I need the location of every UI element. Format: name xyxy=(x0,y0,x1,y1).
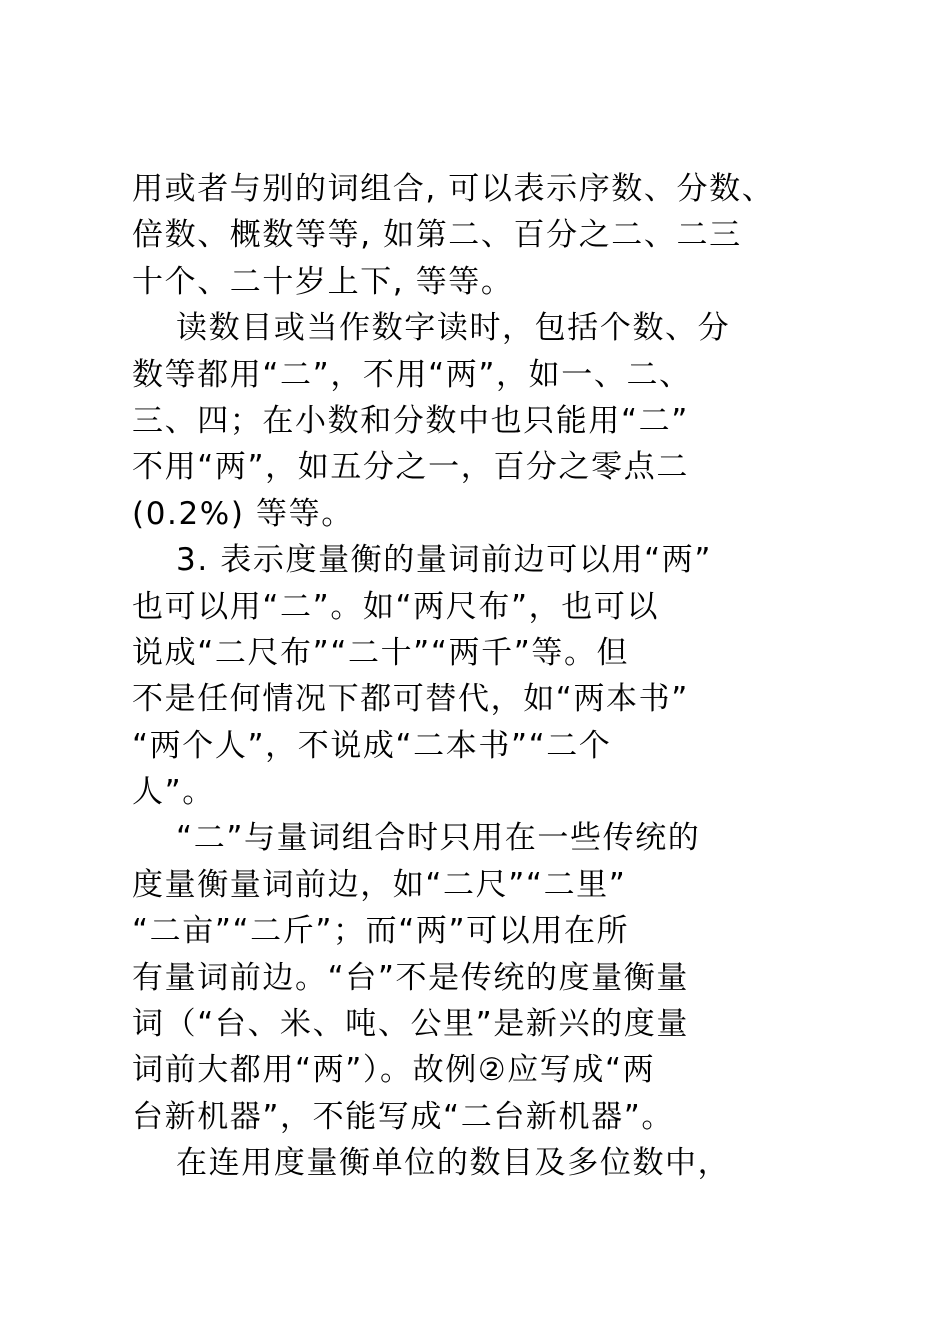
text-line: “两个人”，不说成“二本书”“二个 xyxy=(132,727,612,764)
text-line: 度量衡量词前边，如“二尺”“二里” xyxy=(132,866,627,903)
text-line: 人”。 xyxy=(132,774,215,811)
text-line: (0.2%) 等等。 xyxy=(132,495,354,532)
text-line: 用或者与别的词组合, 可以表示序数、分数、 xyxy=(132,171,775,207)
text-line: 3. 表示度量衡的量词前边可以用“两” xyxy=(132,542,713,579)
text-line: 有量词前边。“台”不是传统的度量衡量 xyxy=(132,959,689,996)
text-line: 说成“二尺布”“二十”“两千”等。但 xyxy=(132,634,630,671)
text-line: 不是任何情况下都可替代，如“两本书” xyxy=(132,681,689,718)
text-line: 在连用度量衡单位的数目及多位数中， xyxy=(132,1145,731,1182)
text-line: 倍数、概数等等, 如第二、百分之二、二三 xyxy=(132,217,742,254)
text-line: 词（“台、米、吨、公里”是新兴的度量 xyxy=(132,1006,689,1043)
text-line: 十个、二十岁上下, 等等。 xyxy=(132,263,514,300)
body-text xyxy=(132,166,832,1187)
text-line: 读数目或当作数字读时，包括个数、分 xyxy=(132,310,731,347)
text-line: “二亩”“二斤”；而“两”可以用在所 xyxy=(132,913,630,950)
text-line: 台新机器”，不能写成“二台新机器”。 xyxy=(132,1098,674,1135)
text-line: “二”与量词组合时只用在一些传统的 xyxy=(132,820,701,857)
text-line: 数等都用“二”，不用“两”，如一、二、 xyxy=(132,356,692,393)
text-line: 三、四；在小数和分数中也只能用“二” xyxy=(132,402,689,439)
text-line: 也可以用“二”。如“两尺布”，也可以 xyxy=(132,588,660,625)
text-line: 不用“两”，如五分之一，百分之零点二 xyxy=(132,449,689,486)
text-line: 词前大都用“两”）。故例②应写成“两 xyxy=(132,1052,656,1089)
